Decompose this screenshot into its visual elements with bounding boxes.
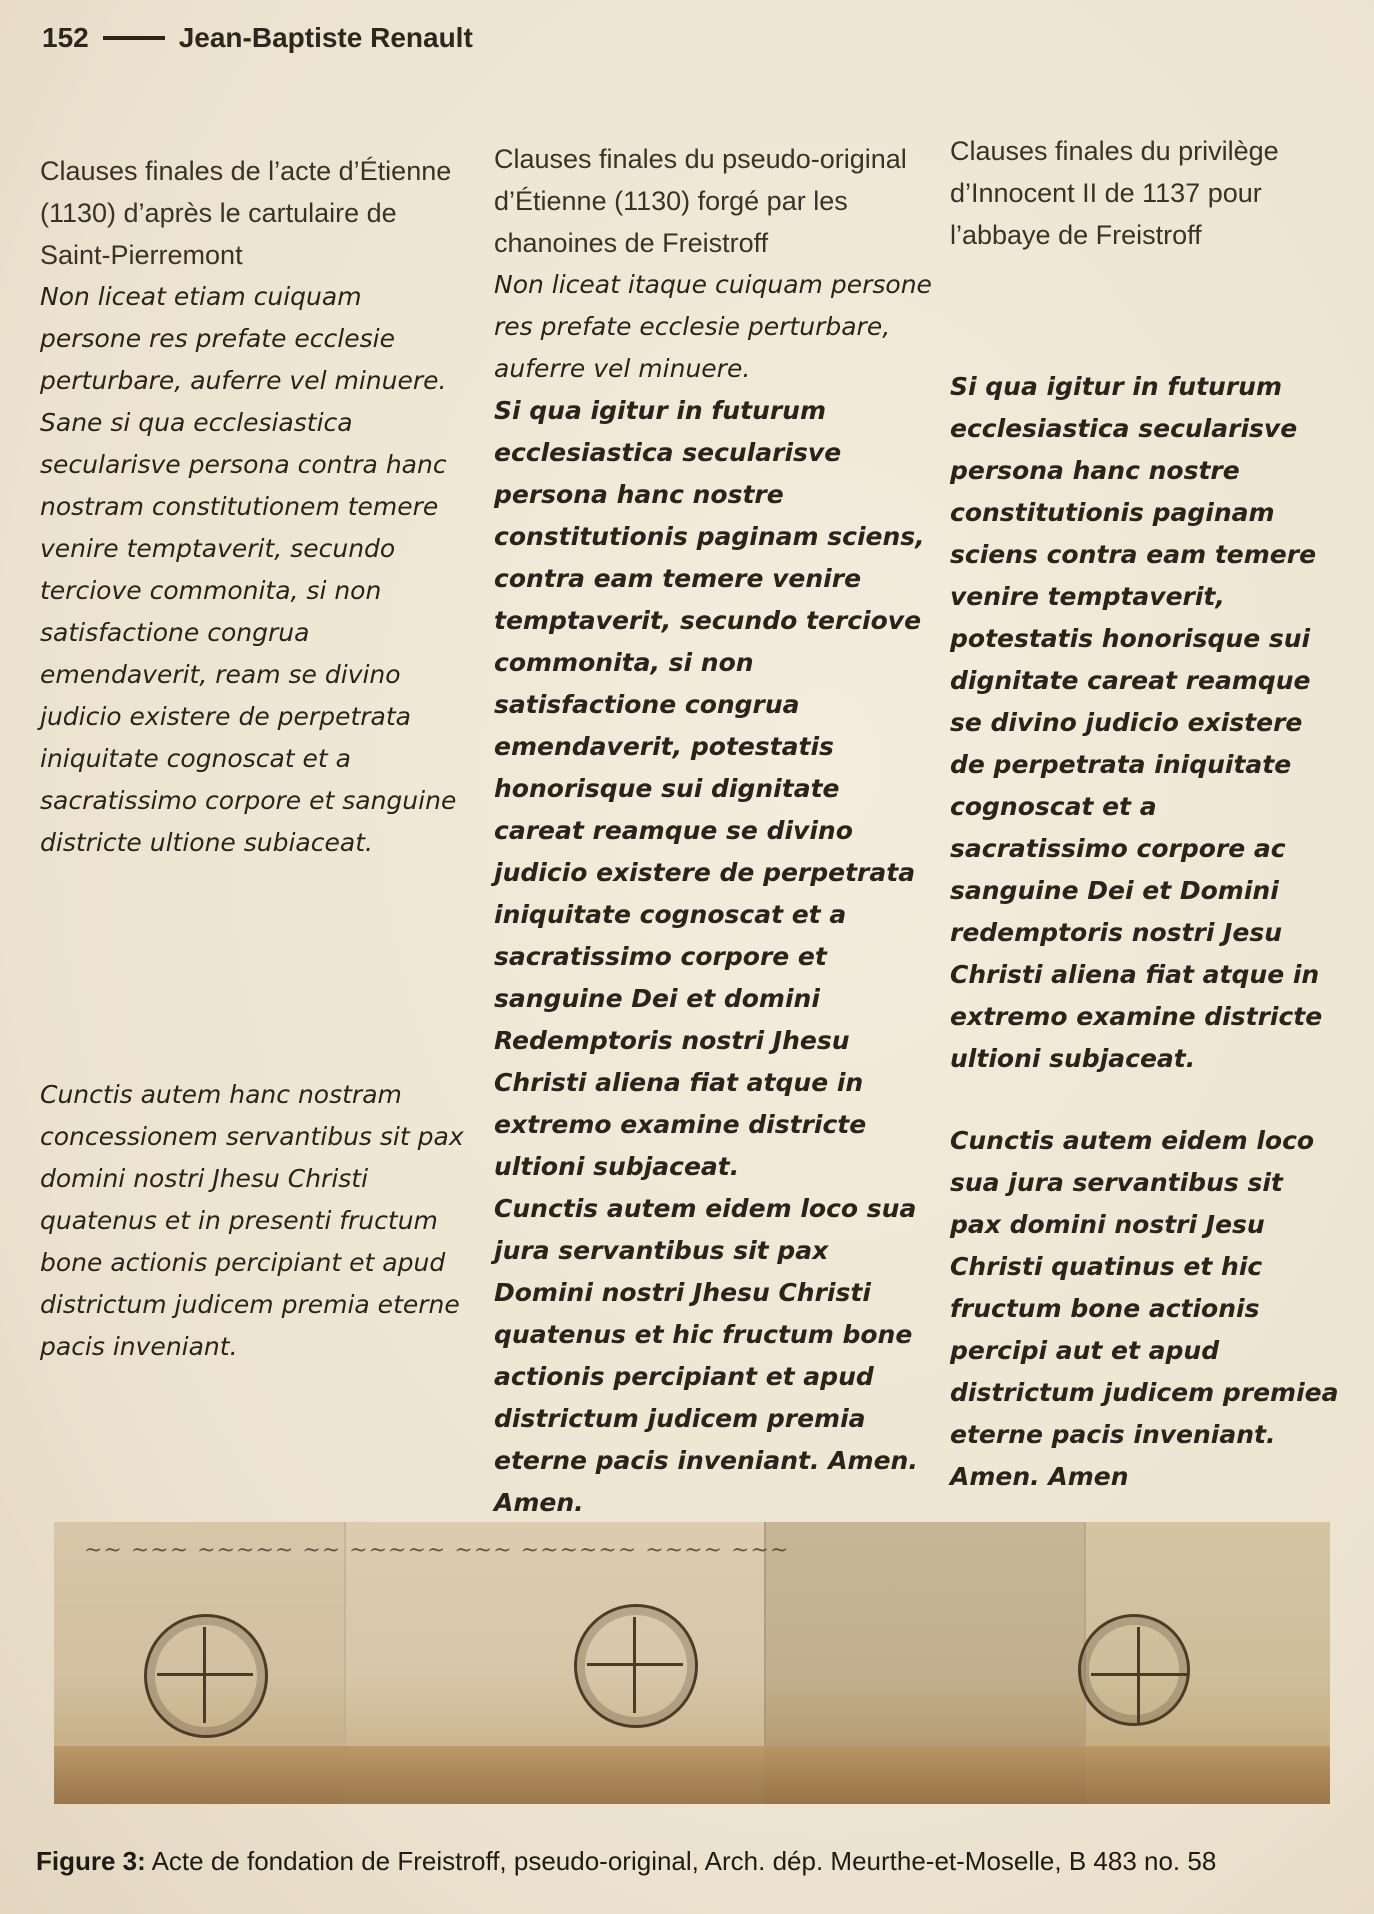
seal-drawing [1078,1614,1190,1726]
charter-bottom-band [54,1746,1330,1804]
column1-paragraph-1: Non liceat etiam cuiquam persone res prefate ecclesie perturbare, auferre vel minuere. Sane si qua ecclesiastica secularisve persona contra hanc nostram constitutionem temere venire temptaverit, secundo terciove commonita, si non satisfactione congrua emendaverit, ream se divino judicio existere de perpetrata iniquitate cognoscat et a sacratissimo corpore et sanguine districte ultione subiaceat. [40,282,457,857]
column2-paragraph-3: Cunctis autem eidem loco sua jura servantibus sit pax Domini nostri Jhesu Christi quatenus et hic fructum bone actionis percipiant et apud districtum judicem premia eterne pacis inveniant. Amen. Amen. [494,1194,918,1517]
figure-label: Figure 3: [36,1846,146,1876]
column-innocent-privilege [950,130,1340,1498]
figure-caption [36,1846,1216,1877]
column1-spacer [40,864,470,1074]
column2-paragraph-2: Si qua igitur in futurum ecclesiastica secularisve persona hanc nostre constitutionis paginam sciens, contra eam temere venire temptaverit, secundo terciove commonita, si non satisfactione congrua emendaverit, potestatis honorisque sui dignitate careat reamque se divino judicio existere de perpetrata iniquitate cognoscat et a sacratissimo corpore et sanguine Dei et domini Redemptoris nostri Jhesu Christi aliena fiat atque in extremo examine districte ultioni subjaceat. [494,396,925,1181]
figure-caption-text: Acte de fondation de Freistroff, pseudo-original, Arch. dép. Meurthe-et-Moselle, B 483 no. 58 [151,1846,1217,1876]
column3-heading: Clauses finales du privilège d’Innocent II de 1137 pour l’abbaye de Freistroff [950,136,1279,250]
column2-heading: Clauses finales du pseudo-original d’Étienne (1130) forgé par les chanoines de Freistroff [494,144,907,258]
page-number: 152 [42,22,89,53]
column3-spacer-2 [950,1080,1340,1120]
header-author: Jean-Baptiste Renault [178,22,473,53]
header-dash [103,36,165,40]
column-pseudo-original [494,138,934,1524]
seal-drawing [574,1604,698,1728]
seal-drawing [144,1614,268,1738]
column1-paragraph-2: Cunctis autem hanc nostram concessionem servantibus sit pax domini nostri Jhesu Christi quatenus et in presenti fructum bone actionis percipiant et apud districtum judicem premia eterne pacis inveniant. [40,1080,464,1361]
charter-script-line: ~~ ~~~ ~~~~~ ~~ ~~~~~ ~~~ ~~~~~~ ~~~~ ~~~ [84,1538,790,1563]
column-cartulary [40,150,470,1368]
column1-heading: Clauses finales de l’acte d’Étienne (1130) d’après le cartulaire de Saint-Pierremont [40,156,452,270]
column3-paragraph-2: Cunctis autem eidem loco sua jura servantibus sit pax domini nostri Jesu Christi quatinus et hic fructum bone actionis percipi aut et apud districtum judicem premiea eterne pacis inveniant. Amen. Amen [950,1126,1339,1491]
column3-paragraph-1: Si qua igitur in futurum ecclesiastica secularisve persona hanc nostre constitutionis paginam sciens contra eam temere venire temptaverit, potestatis honorisque sui dignitate careat reamque se divino judicio existere de perpetrata iniquitate cognoscat et a sacratissimo corpore ac sanguine Dei et Domini redemptoris nostri Jesu Christi aliena fiat atque in extremo examine districte ultioni subjaceat. [950,372,1323,1073]
charter-photograph [54,1522,1330,1804]
column3-spacer-1 [950,256,1340,366]
running-header [42,22,473,54]
column2-paragraph-1: Non liceat itaque cuiquam persone res prefate ecclesie perturbare, auferre vel minuere. [494,270,932,383]
